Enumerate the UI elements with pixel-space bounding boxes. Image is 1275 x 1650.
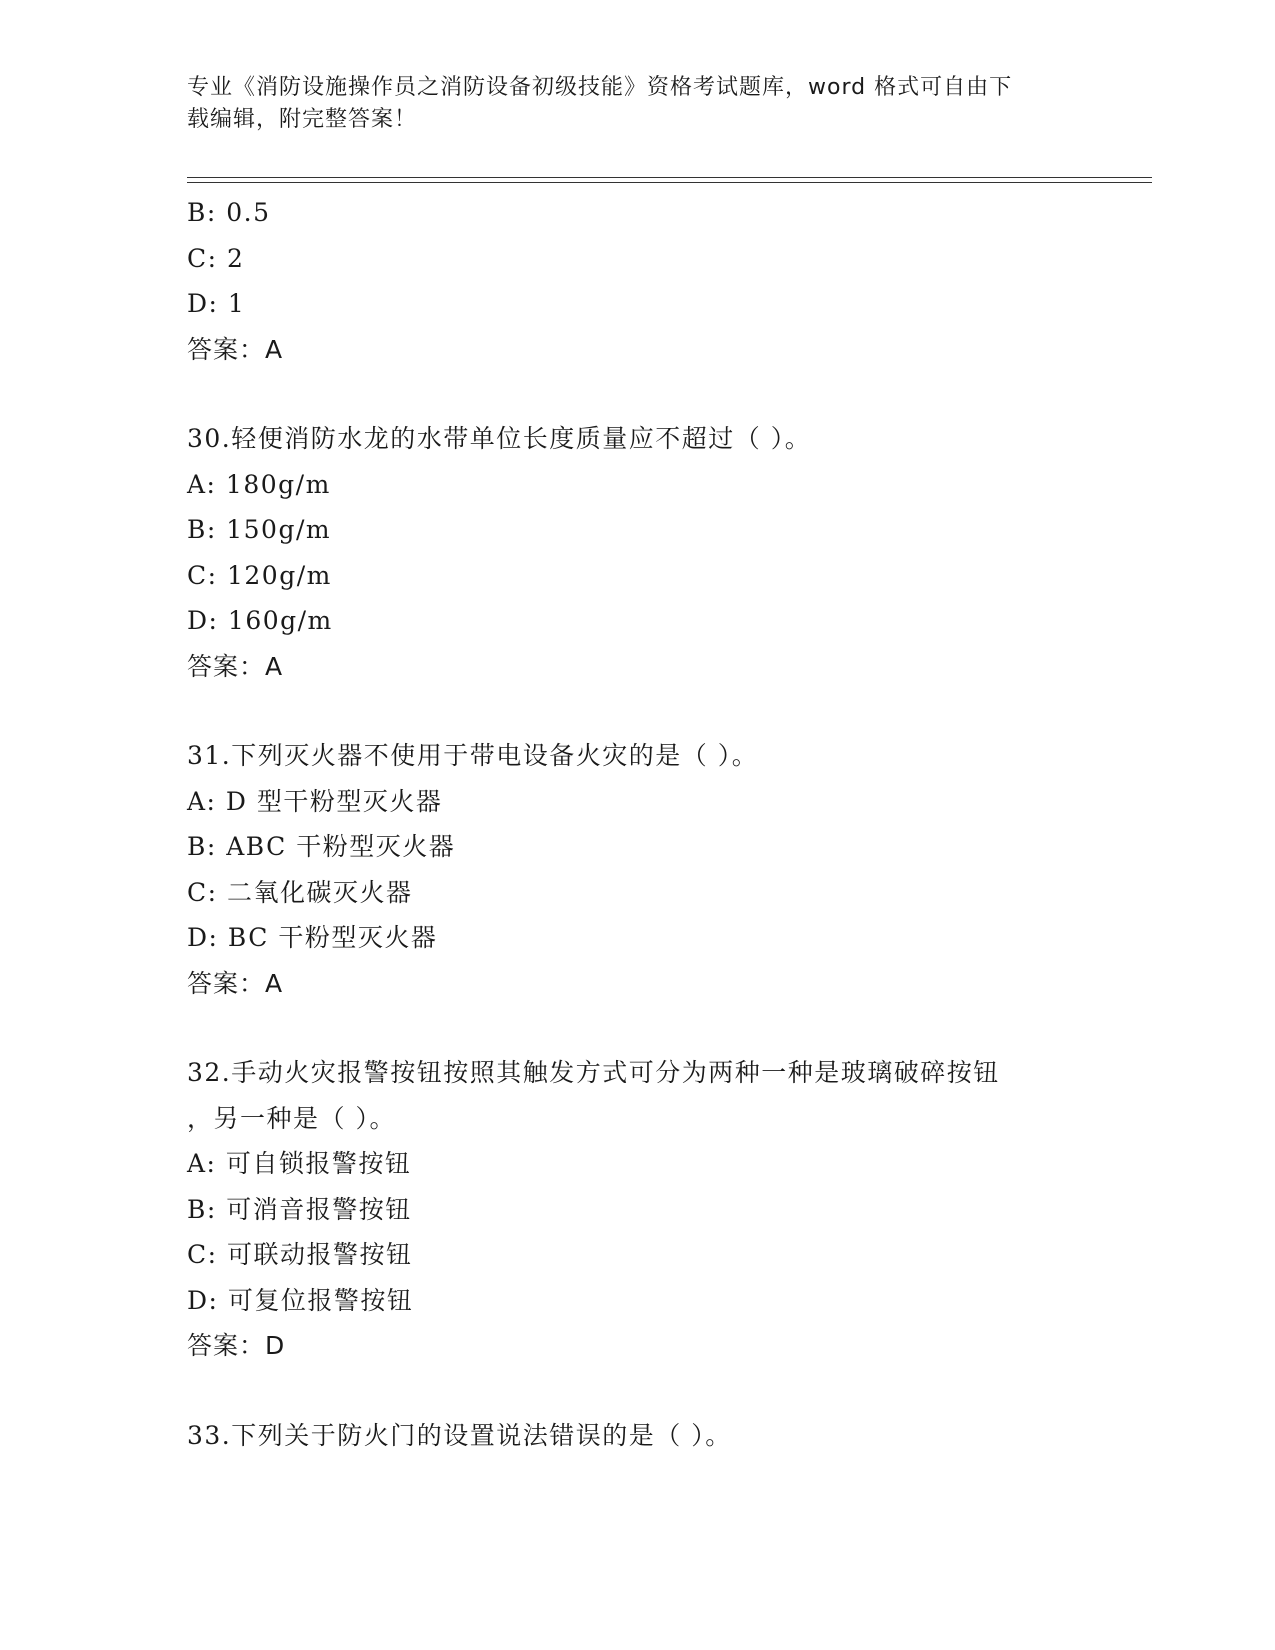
option-c: C: 120g/m (187, 560, 332, 590)
answer-label: 答案：A (187, 968, 284, 998)
option-d: D: 可复位报警按钮 (187, 1285, 414, 1315)
question-text-line-2: ，另一种是（ ）。 (187, 1103, 396, 1133)
header-divider-top (187, 177, 1152, 178)
option-d: D: 160g/m (187, 606, 333, 635)
spacer (187, 372, 1087, 416)
option-d: D: 1 (187, 289, 246, 318)
answer-label: 答案：D (187, 1331, 286, 1360)
question-text: 33.下列关于防火门的设置说法错误的是（ ）。 (187, 1420, 732, 1450)
document-header (187, 72, 1067, 136)
question-text-line-1: 32.手动火灾报警按钮按照其触发方式可分为两种一种是玻璃破碎按钮 (187, 1058, 1000, 1087)
option-b: B: 可消音报警按钮 (187, 1194, 412, 1224)
question-32 (187, 1050, 1087, 1369)
question-31 (187, 733, 1087, 1006)
option-d: D: BC 干粉型灭火器 (187, 923, 438, 952)
option-c: C: 可联动报警按钮 (187, 1240, 413, 1269)
header-divider-bottom (187, 182, 1152, 183)
option-a: A: 可自锁报警按钮 (187, 1149, 412, 1178)
question-list (187, 190, 1087, 1458)
answer-label: 答案：A (187, 334, 284, 364)
answer-label: 答案：A (187, 651, 284, 681)
question-30 (187, 416, 1087, 689)
spacer (187, 1006, 1087, 1050)
spacer (187, 689, 1087, 733)
question-29-continued (187, 190, 1087, 372)
question-text: 31.下列灭火器不使用于带电设备火灾的是（ ）。 (187, 741, 759, 770)
spacer (187, 1369, 1087, 1413)
option-c: C: 2 (187, 243, 245, 273)
option-c: C: 二氧化碳灭火器 (187, 877, 413, 907)
option-a: A: 180g/m (187, 469, 331, 499)
question-33 (187, 1413, 1087, 1459)
option-b: B: 0.5 (187, 198, 271, 227)
option-a: A: D 型干粉型灭火器 (187, 786, 443, 816)
option-b: B: ABC 干粉型灭火器 (187, 832, 456, 861)
option-b: B: 150g/m (187, 515, 332, 544)
question-text: 30.轻便消防水龙的水带单位长度质量应不超过（ ）。 (187, 424, 812, 453)
header-title-line-1: 专业《消防设施操作员之消防设备初级技能》资格考试题库，word 格式可自由下 (187, 75, 1013, 100)
header-title-line-2: 载编辑，附完整答案！ (187, 107, 418, 132)
